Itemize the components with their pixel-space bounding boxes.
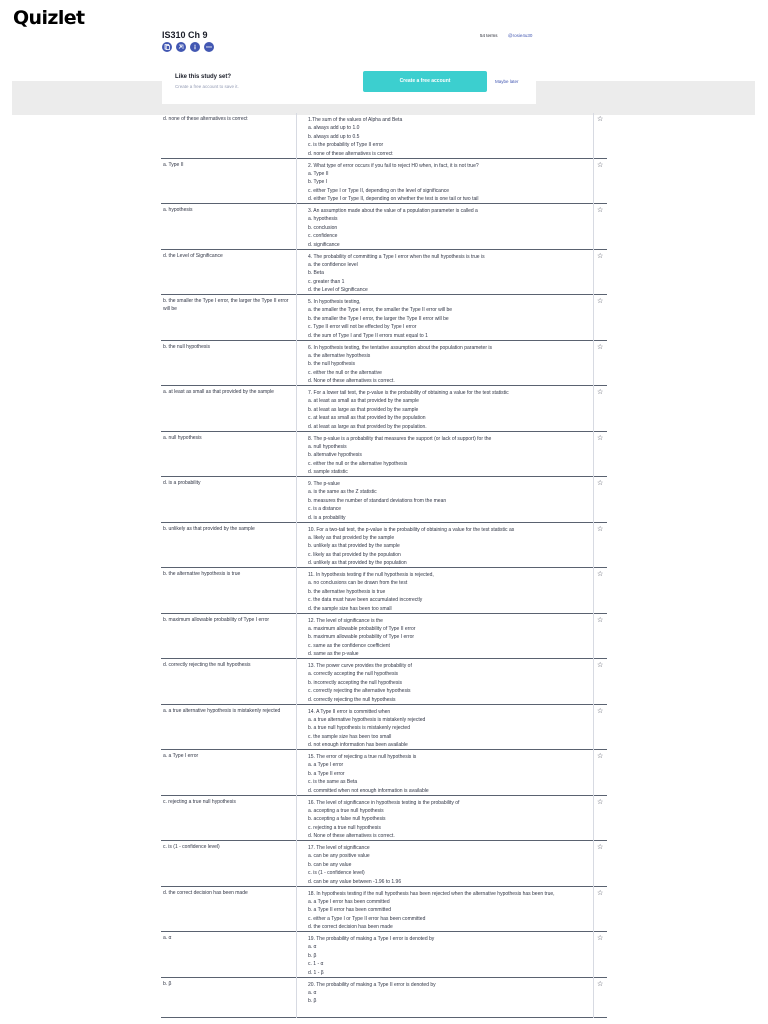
card-question: [308, 708, 588, 750]
star-icon[interactable]: ☆: [597, 480, 604, 487]
question-option: d. None of these alternatives is correct.: [308, 833, 395, 840]
question-stem: 5. In hypothesis testing,: [308, 299, 361, 305]
question-option: b. accepting a false null hypothesis: [308, 816, 386, 823]
flashcard-row: [161, 113, 607, 159]
maybe-later-link[interactable]: Maybe later: [495, 79, 519, 84]
question-option: c. correctly rejecting the alternative hypothesis: [308, 688, 411, 695]
author-link[interactable]: @rosie4u30: [508, 33, 533, 38]
flashcard-row: [161, 295, 607, 341]
question-option: d. either Type I or Type II, depending on whether the test is one tail or two tail: [308, 196, 479, 203]
card-question: [308, 844, 588, 886]
question-option: c. Type II error will not be effected by Type I error: [308, 324, 417, 331]
card-answer: d. the Level of Significance: [163, 252, 223, 259]
question-option: b. the smaller the Type I error, the larger the Type II error will be: [308, 315, 449, 322]
question-option: a. a Type I error has been committed: [308, 898, 390, 905]
flashcard-row: [161, 796, 607, 842]
question-option: c. is the same as Beta: [308, 779, 358, 786]
question-stem: 13. The power curve provides the probability of: [308, 663, 412, 669]
star-icon[interactable]: ☆: [597, 616, 604, 624]
card-answer: b. the null hypothesis: [163, 343, 210, 350]
card-answer: c. rejecting a true null hypothesis: [163, 798, 236, 805]
card-answer: d. is a probability: [163, 480, 201, 486]
flashcard-row: [161, 614, 607, 660]
question-option: a. likely as that provided by the sample: [308, 534, 395, 541]
star-icon[interactable]: ☆: [597, 298, 604, 305]
question-option: d. correctly rejecting the null hypothesis: [308, 696, 396, 703]
card-question: [308, 662, 588, 704]
card-answer: b. the smaller the Type I error, the larger the Type II error will be: [163, 298, 289, 312]
question-option: a. at least as small as that provided by the sample: [308, 398, 419, 405]
question-option: d. at least as large as that provided by the population.: [308, 423, 427, 430]
question-stem: 3. An assumption made about the value of a population parameter is called a: [308, 208, 478, 214]
question-option: a. is the same as the Z statistic: [308, 489, 377, 496]
question-option: c. likely as that provided by the population: [308, 551, 401, 558]
question-stem: 19. The probability of making a Type I error is denoted by: [308, 936, 435, 942]
question-stem: 10. For a two-tail test, the p-value is the probability of obtaining a value for the test statistic as: [308, 526, 515, 533]
question-option: d. the sum of Type I and Type II errors must equal to 1: [308, 332, 428, 339]
star-icon[interactable]: ☆: [597, 844, 604, 851]
question-stem: 1.The sum of the values of Alpha and Beta: [308, 117, 403, 123]
question-option: b. a Type II error has been committed: [308, 907, 392, 914]
question-stem: 7. For a lower tail test, the p-value is the probability of obtaining a value for the test statistic: [308, 390, 509, 396]
card-question: [308, 344, 588, 386]
question-option: b. a true null hypothesis is mistakenly rejected: [308, 725, 410, 732]
card-answer: a. at least as small as that provided by the sample: [163, 389, 274, 395]
question-option: b. maximum allowable probability of Type I error: [308, 634, 415, 641]
question-option: a. the smaller the Type I error, the smaller the Type II error will be: [308, 307, 453, 314]
quizlet-logo[interactable]: Quizlet: [13, 7, 85, 29]
question-stem: 8. The p-value is a probability that measures the support (or lack of support) for the: [308, 435, 492, 442]
card-question: [308, 571, 588, 613]
question-option: a. correctly accepting the null hypothesis: [308, 671, 399, 678]
question-stem: 15. The error of rejecting a true null hypothesis is: [308, 754, 417, 760]
question-option: a. a Type I error: [308, 762, 344, 769]
question-stem: 2. What type of error occurs if you fail to reject H0 when, in fact, it is not true?: [308, 162, 479, 169]
card-question: [308, 116, 588, 158]
star-icon[interactable]: ☆: [597, 343, 604, 351]
question-option: d. none of these alternatives is correct: [308, 150, 393, 157]
question-option: d. the sample size has been too small: [308, 605, 392, 612]
question-option: d. unlikely as that provided by the population: [308, 560, 407, 567]
question-option: c. at least as small as that provided by the population: [308, 415, 426, 422]
question-option: c. confidence: [308, 233, 338, 240]
set-actions: [162, 42, 214, 52]
question-stem: 17. The level of significance: [308, 845, 370, 851]
card-answer: b. the alternative hypothesis is true: [163, 571, 241, 577]
question-option: b. Beta: [308, 270, 324, 277]
question-option: c. is (1 - confidence level): [308, 870, 365, 877]
question-option: c. 1 - α: [308, 961, 324, 968]
card-question: [308, 799, 588, 841]
question-option: d. None of these alternatives is correct.: [308, 378, 395, 385]
card-answer: a. α: [163, 935, 172, 941]
question-option: d. is a probability: [308, 514, 346, 521]
question-stem: 16. The level of significance in hypothesis testing is the probability of: [308, 799, 460, 806]
star-icon[interactable]: ☆: [597, 207, 604, 214]
flashcard-row: [161, 523, 607, 569]
question-stem: 4. The probability of committing a Type I error when the null hypothesis is true is: [308, 253, 485, 260]
flashcard-row: [161, 568, 607, 614]
question-option: a. α: [308, 989, 317, 996]
question-option: d. can be any value between -1.96 to 1.96: [308, 878, 402, 885]
question-option: c. is the probability of Type II error: [308, 142, 384, 149]
question-option: b. a Type II error: [308, 770, 345, 777]
flashcard-row: [161, 159, 607, 205]
card-question: [308, 207, 588, 249]
question-stem: 12. The level of significance is the: [308, 617, 383, 624]
question-option: b. the null hypothesis: [308, 361, 355, 368]
card-question: [308, 526, 588, 568]
card-question: [308, 617, 588, 659]
star-icon[interactable]: ☆: [597, 252, 604, 260]
star-icon[interactable]: ☆: [597, 571, 604, 578]
card-answer: d. none of these alternatives is correct: [163, 116, 248, 122]
star-icon[interactable]: ☆: [597, 980, 604, 988]
question-option: b. unlikely as that provided by the sample: [308, 543, 400, 550]
card-question: [308, 253, 588, 295]
create-account-button[interactable]: Create a free account: [363, 71, 487, 92]
card-answer: a. Type II: [163, 161, 184, 168]
card-answer: a. hypothesis: [163, 207, 193, 213]
question-option: a. α: [308, 944, 317, 951]
card-question: [308, 890, 588, 932]
question-option: b. Type I: [308, 179, 328, 186]
question-option: a. a true alternative hypothesis is mistakenly rejected: [308, 716, 426, 723]
card-question: [308, 435, 588, 477]
question-option: a. null hypothesis: [308, 443, 347, 450]
question-option: b. measures the number of standard deviations from the mean: [308, 497, 447, 504]
question-option: b. at least as large as that provided by the sample: [308, 406, 419, 413]
star-icon[interactable]: ☆: [597, 935, 604, 942]
question-option: a. maximum allowable probability of Type II error: [308, 625, 416, 632]
flashcard-row: [161, 705, 607, 751]
banner-subtext: Create a free account to save it.: [175, 84, 239, 89]
question-stem: 6. In hypothesis testing, the tentative assumption about the population parameter is: [308, 344, 493, 351]
card-question: [308, 162, 588, 204]
question-option: a. no conclusions can be drawn from the test: [308, 580, 408, 587]
flashcard-list: [161, 113, 607, 1018]
question-option: d. committed when not enough information is available: [308, 787, 429, 794]
question-option: d. same as the p-value: [308, 651, 359, 658]
more-icon[interactable]: [204, 42, 214, 52]
question-stem: 11. In hypothesis testing if the null hypothesis is rejected,: [308, 572, 434, 578]
question-option: c. greater than 1: [308, 278, 345, 285]
flashcard-row: [161, 978, 607, 1018]
question-option: b. always add up to 0.5: [308, 133, 360, 140]
star-icon[interactable]: ☆: [597, 434, 604, 442]
question-option: d. 1 - β: [308, 969, 324, 976]
question-stem: 14. A Type II error is committed when: [308, 708, 391, 715]
card-question: [308, 298, 588, 340]
star-icon[interactable]: ☆: [597, 798, 604, 806]
question-option: b. conclusion: [308, 224, 338, 231]
star-icon[interactable]: ☆: [597, 707, 604, 715]
question-option: b. β: [308, 998, 317, 1005]
card-answer: c. is (1 - confidence level): [163, 844, 220, 850]
card-question: [308, 981, 588, 1006]
question-option: c. either Type I or Type II, depending on the level of significance: [308, 187, 450, 194]
question-option: a. the confidence level: [308, 261, 358, 268]
signup-banner: [162, 67, 536, 104]
star-icon[interactable]: ☆: [597, 753, 604, 760]
question-option: c. the sample size has been too small: [308, 733, 392, 740]
card-answer: b. unlikely as that provided by the sample: [163, 525, 255, 532]
flashcard-row: [161, 932, 607, 978]
star-icon[interactable]: ☆: [597, 389, 604, 396]
card-answer: d. correctly rejecting the null hypothesis: [163, 662, 251, 668]
question-option: c. either the null or the alternative: [308, 369, 382, 376]
question-option: a. the alternative hypothesis: [308, 352, 371, 359]
flashcard-row: [161, 477, 607, 523]
terms-count: 54 terms: [480, 33, 498, 38]
question-option: a. accepting a true null hypothesis: [308, 807, 384, 814]
question-option: d. the correct decision has been made: [308, 924, 393, 931]
star-icon[interactable]: ☆: [597, 662, 604, 669]
star-icon[interactable]: ☆: [597, 525, 604, 533]
star-icon[interactable]: ☆: [597, 161, 604, 169]
card-question: [308, 753, 588, 795]
card-answer: d. the correct decision has been made: [163, 889, 248, 896]
question-stem: 9. The p-value: [308, 481, 340, 487]
card-answer: a. null hypothesis: [163, 434, 202, 441]
banner-heading: Like this study set?: [175, 74, 232, 80]
card-question: [308, 480, 588, 522]
flashcard-row: [161, 659, 607, 705]
card-answer: a. a true alternative hypothesis is mistakenly rejected: [163, 707, 281, 714]
question-stem: 18. In hypothesis testing if the null hypothesis has been rejected when the alternative hypothesis has been true,: [308, 890, 555, 897]
card-answer: b. maximum allowable probability of Type I error: [163, 616, 270, 623]
question-option: c. either the null or the alternative hypothesis: [308, 460, 408, 467]
flashcard-row: [161, 887, 607, 933]
set-title: IS310 Ch 9: [162, 30, 208, 40]
question-option: d. the Level of Significance: [308, 287, 368, 294]
card-question: [308, 935, 588, 977]
star-icon[interactable]: ☆: [597, 116, 604, 123]
card-answer: a. a Type I error: [163, 753, 199, 759]
copy-icon[interactable]: [162, 42, 172, 52]
question-option: a. Type II: [308, 170, 329, 177]
flashcard-row: [161, 341, 607, 387]
question-option: c. is a distance: [308, 506, 342, 513]
question-option: d. significance: [308, 241, 340, 248]
flashcard-row: [161, 204, 607, 250]
question-option: b. β: [308, 952, 317, 959]
question-option: c. either a Type I or Type II error has been committed: [308, 915, 426, 922]
share-icon[interactable]: [176, 42, 186, 52]
question-option: b. alternative hypothesis: [308, 452, 362, 459]
question-option: c. rejecting a true null hypothesis: [308, 824, 381, 831]
flashcard-row: [161, 432, 607, 478]
question-option: b. can be any value: [308, 861, 352, 868]
flashcard-row: [161, 750, 607, 796]
card-question: [308, 389, 588, 431]
question-option: a. can be any positive value: [308, 853, 370, 860]
question-option: a. hypothesis: [308, 216, 338, 223]
question-option: d. sample statistic: [308, 469, 348, 476]
info-icon[interactable]: [190, 42, 200, 52]
question-option: c. the data must have been accumulated incorrectly: [308, 597, 423, 604]
flashcard-row: [161, 386, 607, 432]
question-option: c. same as the confidence coefficient: [308, 642, 390, 649]
flashcard-row: [161, 250, 607, 296]
star-icon[interactable]: ☆: [597, 889, 604, 897]
flashcard-row: [161, 841, 607, 887]
question-option: a. always add up to 1.0: [308, 125, 360, 132]
card-answer: b. β: [163, 980, 172, 987]
question-option: d. not enough information has been available: [308, 742, 408, 749]
question-stem: 20. The probability of making a Type II error is denoted by: [308, 981, 436, 988]
question-option: b. incorrectly accepting the null hypothesis: [308, 679, 402, 686]
question-option: b. the alternative hypothesis is true: [308, 588, 386, 595]
